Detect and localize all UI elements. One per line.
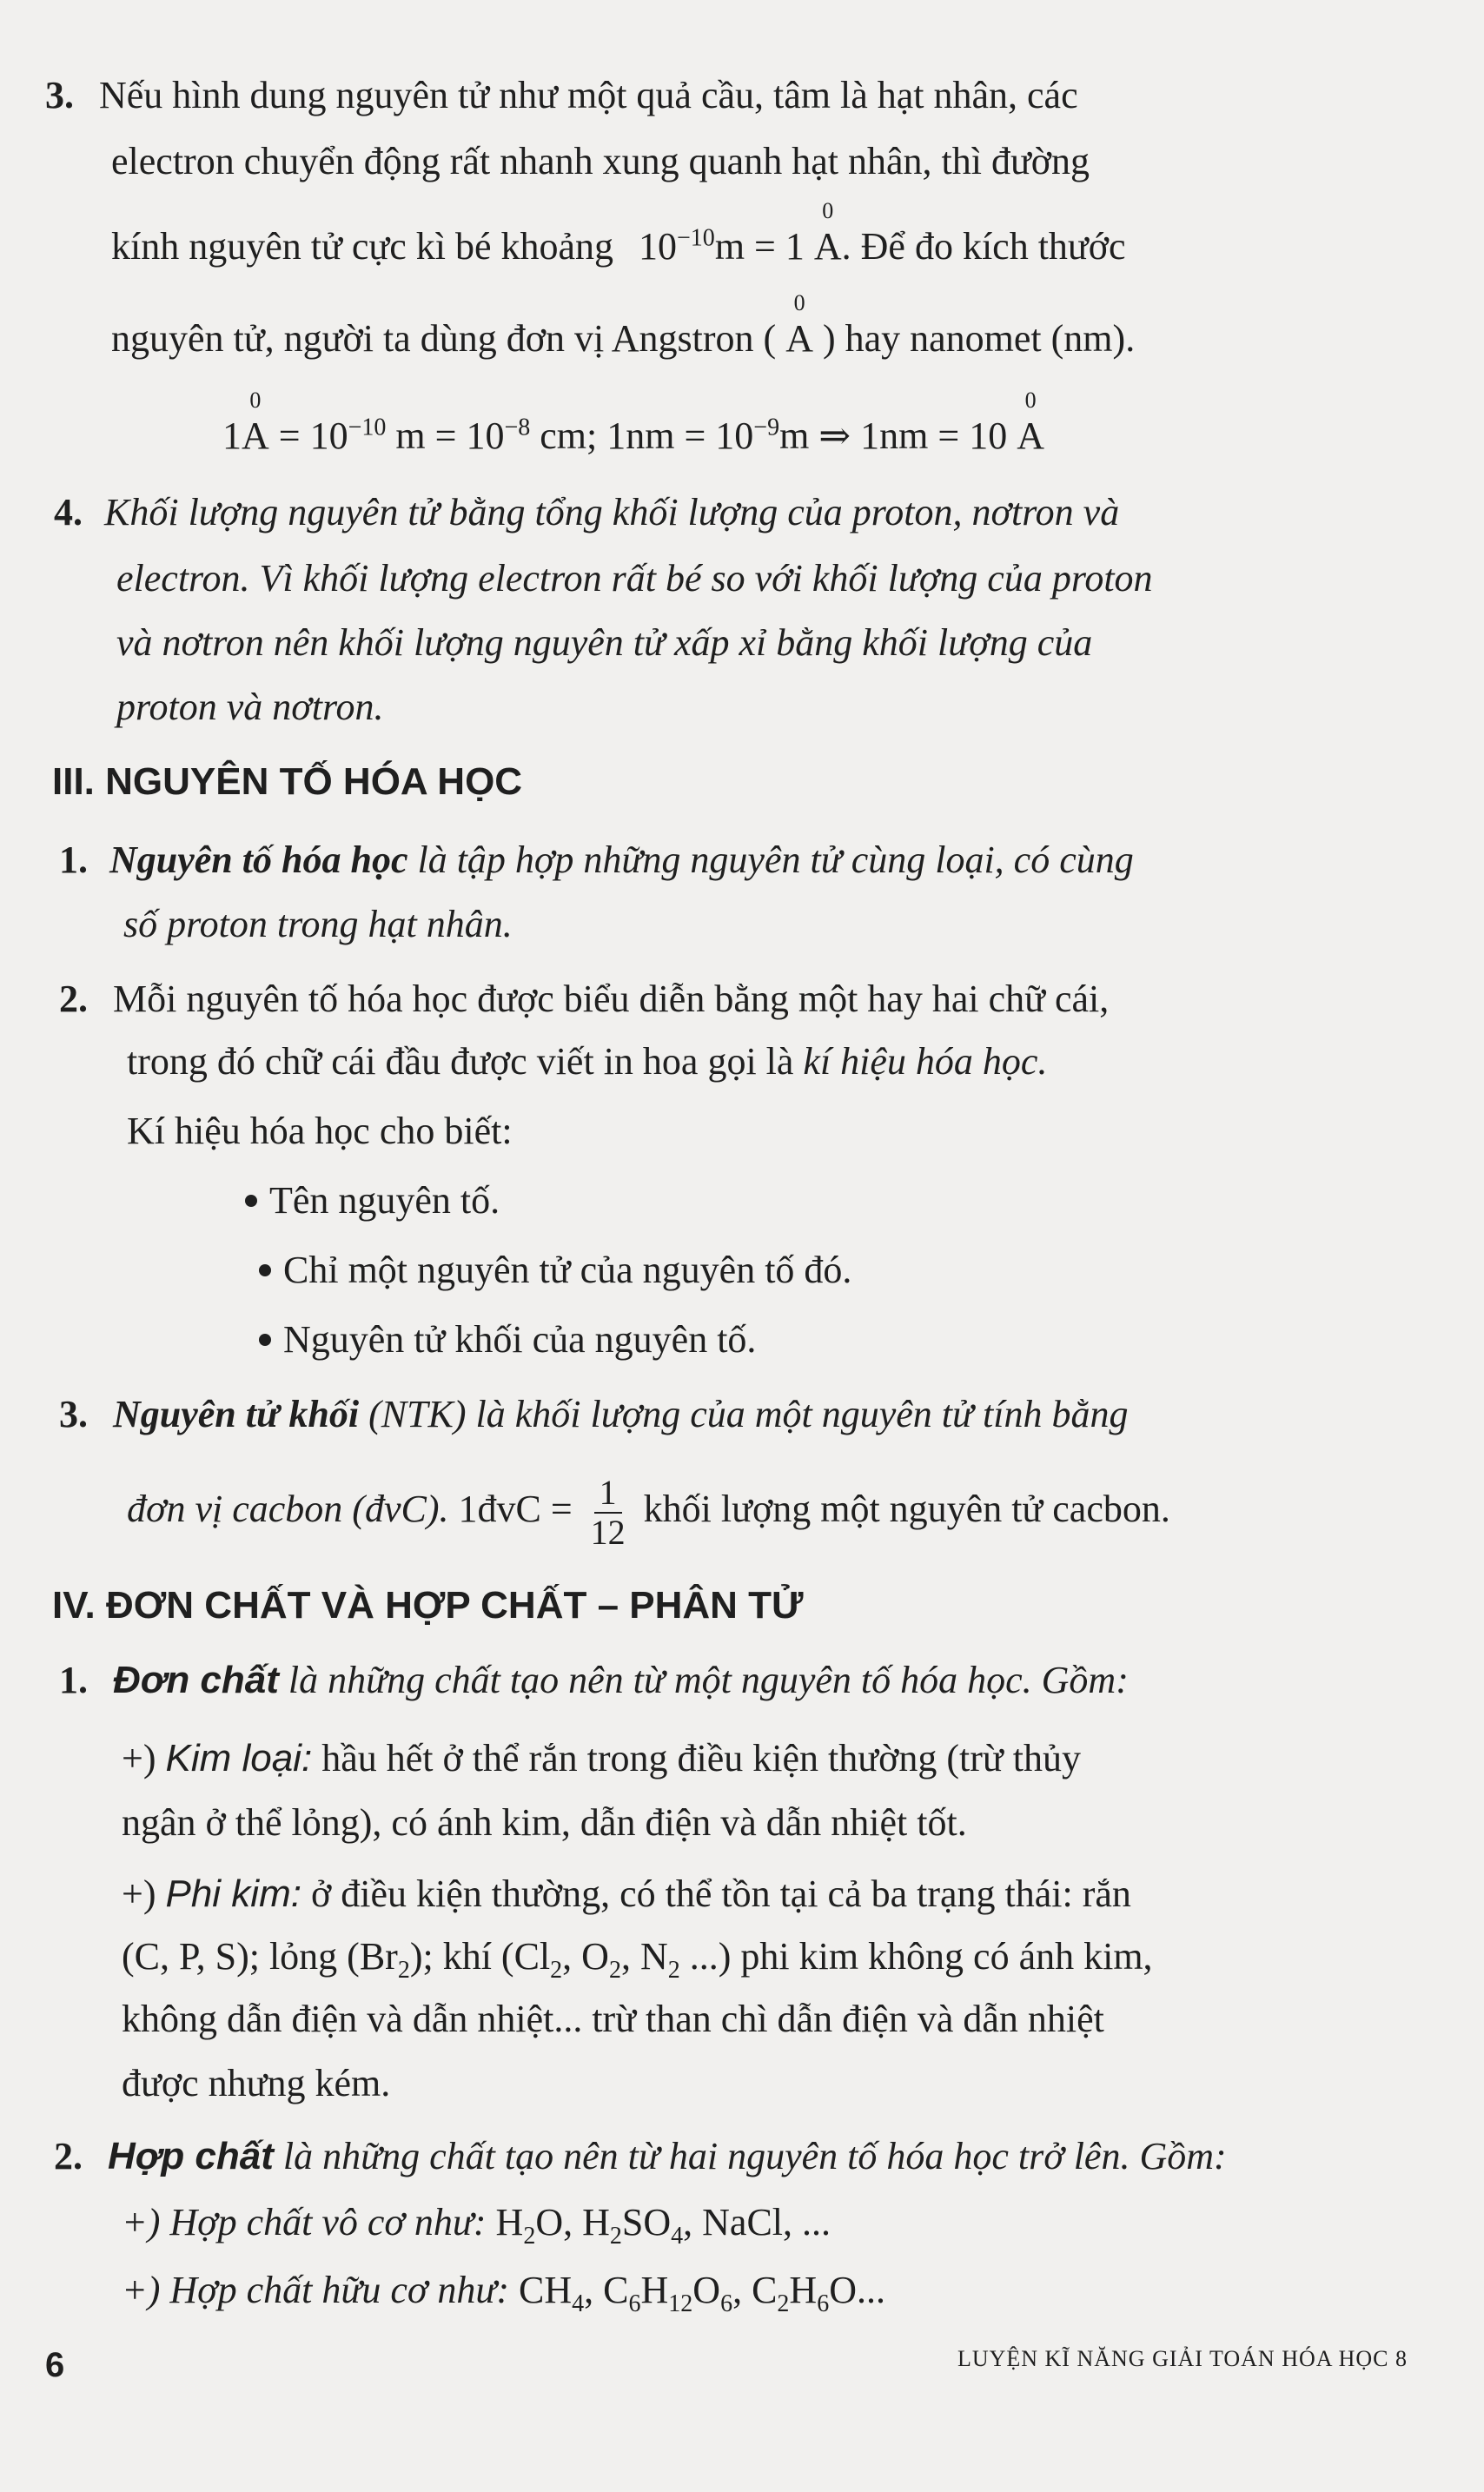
- bullet-item: Chỉ một nguyên tử của nguyên tố đó.: [259, 1246, 851, 1295]
- sec3-item-3: 3. Nguyên tử khối (NTK) là khối lượng của một nguyên tử tính bằng: [59, 1393, 1129, 1435]
- angstrom-symbol: 0 A: [813, 198, 842, 268]
- bullet-item: Nguyên tử khối của nguyên tố.: [259, 1316, 756, 1364]
- kim-loai-line-1: +) Kim loại: hầu hết ở thể rắn trong điều kiện thường (trừ thủy: [122, 1737, 1081, 1780]
- sec3-item-2-line-2: trong đó chữ cái đầu được viết in hoa gọi là kí hiệu hóa học.: [127, 1040, 1048, 1083]
- bullet-icon: [259, 1334, 271, 1346]
- p3-number: 3.: [45, 74, 74, 116]
- bullet-icon: [259, 1264, 271, 1276]
- section-3-title: III. NGUYÊN TỐ HÓA HỌC: [52, 760, 523, 803]
- p3-line-4: nguyên tử, người ta dùng đơn vị Angstron ( 0 A ) hay nanomet (nm).: [111, 315, 1135, 363]
- sec3-item-2: 2. Mỗi nguyên tố hóa học được biểu diễn bằng một hay hai chữ cái,: [59, 978, 1110, 1020]
- fraction-one-twelfth: $\frac{1}{12}$: [590, 1473, 626, 1552]
- p4-line-1: 4. Khối lượng nguyên tử bằng tổng khối lượng của proton, nơtron và: [54, 491, 1120, 534]
- sec3-item-2-line-3: Kí hiệu hóa học cho biết:: [127, 1110, 513, 1152]
- bullet-item: Tên nguyên tố.: [245, 1176, 500, 1225]
- huu-co-line: +) Hợp chất hữu cơ như: $CH_4$, $C_6H_{12}O_6$, $C_2H_6O$...: [122, 2269, 885, 2317]
- bullet-icon: [245, 1195, 257, 1207]
- section-4-title: IV. ĐƠN CHẤT VÀ HỢP CHẤT – PHÂN TỬ: [52, 1584, 804, 1627]
- p3-line-1: 3. Nếu hình dung nguyên tử như một quả cầu, tâm là hạt nhân, các: [45, 74, 1078, 116]
- p4-line-4: proton và nơtron.: [116, 686, 384, 728]
- phi-kim-line-1: +) Phi kim: ở điều kiện thường, có thể tồn tại cả ba trạng thái: rắn: [122, 1872, 1131, 1915]
- sec4-item-2: 2. Hợp chất là những chất tạo nên từ hai nguyên tố hóa học trở lên. Gồm:: [54, 2135, 1227, 2177]
- p4-line-2: electron. Vì khối lượng electron rất bé so với khối lượng của proton: [116, 557, 1153, 600]
- p3-line-2: electron chuyển động rất nhanh xung quanh hạt nhân, thì đường: [111, 140, 1090, 182]
- sec4-item-1: 1. Đơn chất là những chất tạo nên từ một nguyên tố hóa học. Gồm:: [59, 1659, 1129, 1701]
- vo-co-line: +) Hợp chất vô cơ như: $H_2O$, $H_2SO_4$, NaCl, ...: [122, 2201, 831, 2250]
- p3-line-3: kính nguyên tử cực kì bé khoảng $10^{-10}m = 1$ 0 A. Để đo kích thước: [111, 222, 1126, 271]
- p3-formula: 1 0 $A = 10^{-10}$ $m = 10^{-8}$ cm; $1nm = 10^{-9}m$ ⇒ 1nm = 10 0 A: [222, 388, 1044, 457]
- kim-loai-line-2: ngân ở thể lỏng), có ánh kim, dẫn điện và dẫn nhiệt tốt.: [122, 1801, 967, 1844]
- p4-number: 4.: [54, 491, 83, 534]
- angstrom-symbol: 0 A: [785, 290, 813, 360]
- sec3-item-1: 1. Nguyên tố hóa học là tập hợp những nguyên tử cùng loại, có cùng: [59, 838, 1134, 881]
- running-footer-title: LUYỆN KĨ NĂNG GIẢI TOÁN HÓA HỌC 8: [957, 2346, 1408, 2371]
- sec3-item-3-line-2: đơn vị cacbon (đvC). 1đvC = $\frac{1}{12}$ khối lượng một nguyên tử cacbon.: [127, 1473, 1170, 1552]
- p4-line-3: và nơtron nên khối lượng nguyên tử xấp xỉ bằng khối lượng của: [116, 621, 1093, 664]
- phi-kim-line-2: (C, P, S); lỏng $(Br_2)$; khí ($Cl_2$, $O_2$, $N_2$ ...) phi kim không có ánh kim,: [122, 1935, 1153, 1984]
- sec3-item-1-line-2: số proton trong hạt nhân.: [123, 903, 513, 945]
- page-number: 6: [45, 2346, 65, 2384]
- phi-kim-line-4: được nhưng kém.: [122, 2062, 391, 2104]
- phi-kim-line-3: không dẫn điện và dẫn nhiệt... trừ than chì dẫn điện và dẫn nhiệt: [122, 1998, 1104, 2040]
